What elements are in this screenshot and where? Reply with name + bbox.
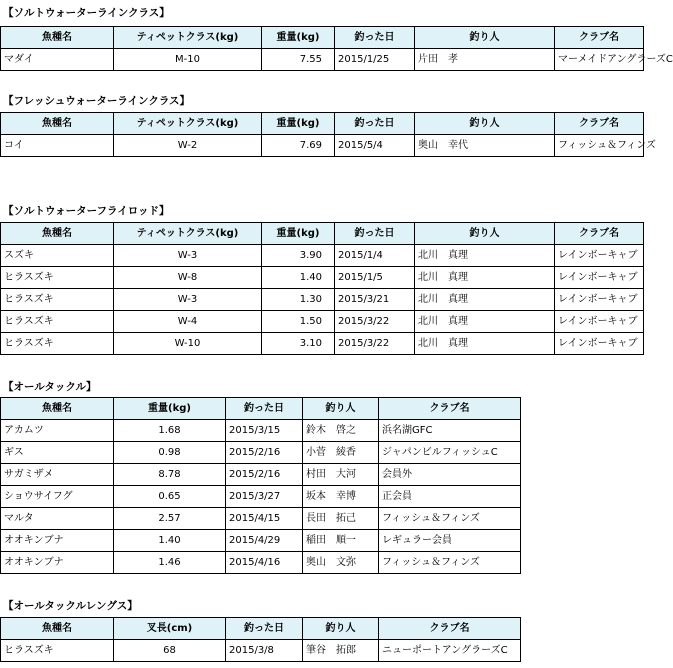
cell-angler: 北川 真理 bbox=[415, 311, 555, 333]
cell-club: フィッシュ＆フィンズ bbox=[379, 508, 521, 530]
cell-club: ジャパンビルフィッシュC bbox=[379, 442, 521, 464]
table-row bbox=[1, 508, 521, 530]
table-row bbox=[1, 442, 521, 464]
header-fish-species: 魚種名 bbox=[1, 223, 114, 245]
cell-species: ヒラスズキ bbox=[1, 267, 114, 289]
cell-species: ヒラスズキ bbox=[1, 311, 114, 333]
header-fish-species: 魚種名 bbox=[1, 398, 114, 420]
section-title: 【ソルトウォーターフライロッド】 bbox=[3, 205, 170, 217]
cell-date: 2015/2/16 bbox=[226, 442, 303, 464]
cell-species: ヒラスズキ bbox=[1, 289, 114, 311]
cell-species: アカムツ bbox=[1, 420, 114, 442]
table-header-row bbox=[1, 223, 644, 245]
cell-weight: 1.50 bbox=[262, 311, 335, 333]
cell-club: レインボーキャブ bbox=[555, 267, 644, 289]
records-table bbox=[0, 112, 656, 157]
cell-tippet: M-10 bbox=[114, 49, 262, 71]
cell-weight: 7.69 bbox=[262, 135, 335, 157]
cell-date: 2015/4/15 bbox=[226, 508, 303, 530]
table-row bbox=[1, 289, 644, 311]
cell-club: フィッシュ＆フィンズ bbox=[555, 135, 644, 157]
header-angler: 釣り人 bbox=[415, 27, 555, 49]
table-row bbox=[1, 333, 644, 355]
table-header-row bbox=[1, 398, 521, 420]
header-tippet-class: ティペットクラス(kg) bbox=[114, 223, 262, 245]
records-table bbox=[0, 26, 673, 71]
cell-tippet: W-3 bbox=[114, 289, 262, 311]
table-row bbox=[1, 464, 521, 486]
cell-angler: 片田 孝 bbox=[415, 49, 555, 71]
cell-date: 2015/1/25 bbox=[335, 49, 415, 71]
cell-angler: 稲田 順一 bbox=[303, 530, 379, 552]
cell-club: レインボーキャブ bbox=[555, 289, 644, 311]
table-row bbox=[1, 486, 521, 508]
header-date: 釣った日 bbox=[335, 27, 415, 49]
cell-date: 2015/4/16 bbox=[226, 552, 303, 574]
header-club: クラブ名 bbox=[379, 398, 521, 420]
cell-species: コイ bbox=[1, 135, 114, 157]
cell-angler: 長田 拓己 bbox=[303, 508, 379, 530]
cell-club: レインボーキャブ bbox=[555, 311, 644, 333]
cell-species: スズキ bbox=[1, 245, 114, 267]
table-row bbox=[1, 267, 644, 289]
table-header-row bbox=[1, 27, 644, 49]
table-row bbox=[1, 245, 644, 267]
header-weight: 重量(kg) bbox=[262, 27, 335, 49]
cell-weight: 1.46 bbox=[114, 552, 226, 574]
cell-species: オオキンブナ bbox=[1, 552, 114, 574]
header-weight: 重量(kg) bbox=[262, 223, 335, 245]
cell-angler: 筆谷 拓郎 bbox=[303, 640, 379, 662]
table-row bbox=[1, 530, 521, 552]
cell-angler: 奥山 幸代 bbox=[415, 135, 555, 157]
table-header-row bbox=[1, 618, 521, 640]
cell-angler: 小菅 綾香 bbox=[303, 442, 379, 464]
cell-club: ニューポートアングラーズC bbox=[379, 640, 521, 662]
cell-weight: 8.78 bbox=[114, 464, 226, 486]
cell-angler: 北川 真理 bbox=[415, 289, 555, 311]
cell-date: 2015/1/4 bbox=[335, 245, 415, 267]
cell-weight: 1.40 bbox=[114, 530, 226, 552]
table-row bbox=[1, 552, 521, 574]
section-title: 【フレッシュウォーターラインクラス】 bbox=[3, 95, 191, 107]
header-fork-length: 叉長(cm) bbox=[114, 618, 226, 640]
cell-club: 浜名湖GFC bbox=[379, 420, 521, 442]
cell-tippet: W-3 bbox=[114, 245, 262, 267]
cell-date: 2015/3/22 bbox=[335, 311, 415, 333]
table-row bbox=[1, 135, 644, 157]
cell-date: 2015/3/27 bbox=[226, 486, 303, 508]
cell-club: 正会員 bbox=[379, 486, 521, 508]
table-header-row bbox=[1, 113, 644, 135]
cell-date: 2015/3/21 bbox=[335, 289, 415, 311]
cell-weight: 0.65 bbox=[114, 486, 226, 508]
header-angler: 釣り人 bbox=[303, 618, 379, 640]
cell-tippet: W-10 bbox=[114, 333, 262, 355]
cell-species: マルタ bbox=[1, 508, 114, 530]
cell-date: 2015/3/22 bbox=[335, 333, 415, 355]
cell-weight: 7.55 bbox=[262, 49, 335, 71]
header-tippet-class: ティペットクラス(kg) bbox=[114, 113, 262, 135]
header-fish-species: 魚種名 bbox=[1, 618, 114, 640]
cell-date: 2015/2/16 bbox=[226, 464, 303, 486]
cell-date: 2015/1/5 bbox=[335, 267, 415, 289]
cell-species: ギス bbox=[1, 442, 114, 464]
records-table bbox=[0, 222, 644, 355]
cell-date: 2015/3/8 bbox=[226, 640, 303, 662]
cell-species: サガミザメ bbox=[1, 464, 114, 486]
cell-club: レギュラー会員 bbox=[379, 530, 521, 552]
cell-angler: 村田 大河 bbox=[303, 464, 379, 486]
cell-species: ショウサイフグ bbox=[1, 486, 114, 508]
cell-club: マーメイドアングラーズC bbox=[555, 49, 644, 71]
records-table bbox=[0, 397, 521, 574]
header-angler: 釣り人 bbox=[303, 398, 379, 420]
cell-angler: 北川 真理 bbox=[415, 267, 555, 289]
header-tippet-class: ティペットクラス(kg) bbox=[114, 27, 262, 49]
cell-angler: 奥山 文弥 bbox=[303, 552, 379, 574]
cell-tippet: W-8 bbox=[114, 267, 262, 289]
cell-date: 2015/3/15 bbox=[226, 420, 303, 442]
cell-weight: 2.57 bbox=[114, 508, 226, 530]
header-club: クラブ名 bbox=[379, 618, 521, 640]
header-club: クラブ名 bbox=[555, 113, 644, 135]
cell-club: レインボーキャブ bbox=[555, 245, 644, 267]
cell-species: ヒラスズキ bbox=[1, 640, 114, 662]
header-date: 釣った日 bbox=[335, 113, 415, 135]
cell-angler: 北川 真理 bbox=[415, 333, 555, 355]
cell-angler: 北川 真理 bbox=[415, 245, 555, 267]
section-title: 【オールタックル】 bbox=[3, 381, 97, 393]
cell-date: 2015/5/4 bbox=[335, 135, 415, 157]
section-title: 【ソルトウォーターラインクラス】 bbox=[3, 7, 170, 19]
table-row bbox=[1, 49, 644, 71]
cell-species: オオキンブナ bbox=[1, 530, 114, 552]
cell-club: 会員外 bbox=[379, 464, 521, 486]
cell-weight: 3.90 bbox=[262, 245, 335, 267]
header-club: クラブ名 bbox=[555, 27, 644, 49]
header-fish-species: 魚種名 bbox=[1, 113, 114, 135]
cell-tippet: W-2 bbox=[114, 135, 262, 157]
cell-weight: 3.10 bbox=[262, 333, 335, 355]
cell-weight: 1.30 bbox=[262, 289, 335, 311]
table-row bbox=[1, 420, 521, 442]
header-weight: 重量(kg) bbox=[262, 113, 335, 135]
cell-weight: 1.40 bbox=[262, 267, 335, 289]
cell-angler: 坂本 幸博 bbox=[303, 486, 379, 508]
cell-species: ヒラスズキ bbox=[1, 333, 114, 355]
section-title: 【オールタックルレングス】 bbox=[3, 600, 138, 612]
records-table bbox=[0, 617, 521, 662]
table-row bbox=[1, 640, 521, 662]
header-date: 釣った日 bbox=[226, 618, 303, 640]
header-club: クラブ名 bbox=[555, 223, 644, 245]
header-angler: 釣り人 bbox=[415, 223, 555, 245]
header-fish-species: 魚種名 bbox=[1, 27, 114, 49]
cell-club: フィッシュ＆フィンズ bbox=[379, 552, 521, 574]
cell-length: 68 bbox=[114, 640, 226, 662]
cell-species: マダイ bbox=[1, 49, 114, 71]
cell-club: レインボーキャブ bbox=[555, 333, 644, 355]
header-date: 釣った日 bbox=[335, 223, 415, 245]
cell-weight: 1.68 bbox=[114, 420, 226, 442]
header-angler: 釣り人 bbox=[415, 113, 555, 135]
header-weight: 重量(kg) bbox=[114, 398, 226, 420]
cell-date: 2015/4/29 bbox=[226, 530, 303, 552]
cell-angler: 鈴木 啓之 bbox=[303, 420, 379, 442]
cell-tippet: W-4 bbox=[114, 311, 262, 333]
cell-weight: 0.98 bbox=[114, 442, 226, 464]
header-date: 釣った日 bbox=[226, 398, 303, 420]
table-row bbox=[1, 311, 644, 333]
